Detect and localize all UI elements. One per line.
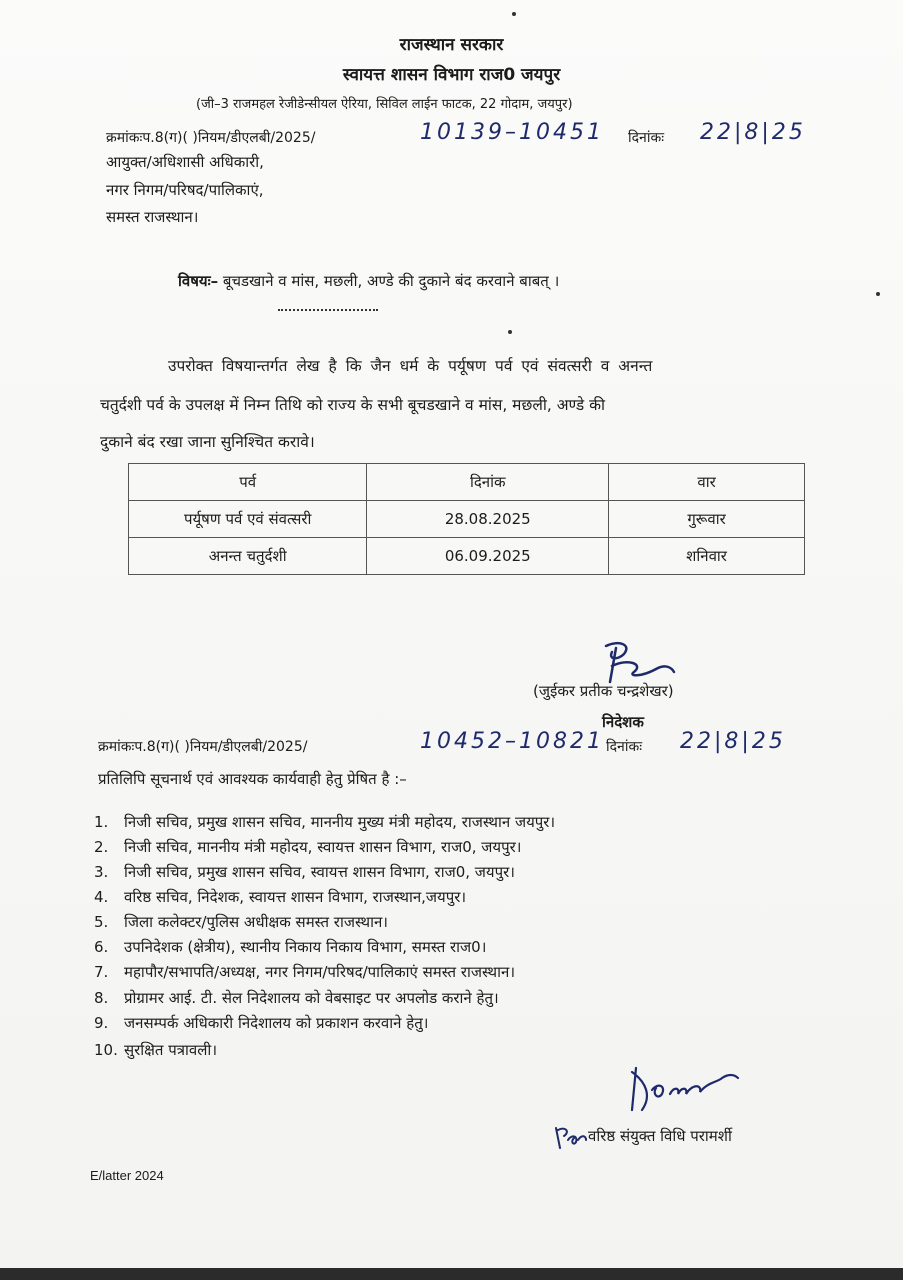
table-header-row bbox=[129, 464, 805, 501]
list-item bbox=[94, 1040, 217, 1060]
list-item-text: प्रोग्रामर आई. टी. सेल निदेशालय को वेबसाइट पर अपलोड कराने हेतु। bbox=[124, 989, 499, 1007]
list-item-text: जिला कलेक्टर/पुलिस अधीक्षक समस्त राजस्थान। bbox=[124, 913, 388, 931]
list-item-text: वरिष्ठ सचिव, निदेशक, स्वायत्त शासन विभाग, राजस्थान,जयपुर। bbox=[124, 888, 467, 906]
table-cell-festival: पर्यूषण पर्व एवं संवत्सरी bbox=[129, 501, 367, 538]
body-line3: दुकाने बंद रखा जाना सुनिश्चित करावे। bbox=[100, 433, 315, 451]
list-item-number: 3. bbox=[94, 863, 109, 881]
list-item-number: 9. bbox=[94, 1014, 109, 1032]
subject-dotted-line bbox=[278, 309, 378, 311]
list-item-number: 1. bbox=[94, 813, 109, 831]
file-reference: E/latter 2024 bbox=[90, 1168, 164, 1183]
addressee-line3: समस्त राजस्थान। bbox=[106, 208, 199, 226]
table-cell-day: शनिवार bbox=[609, 538, 805, 575]
table-header-day: वार bbox=[609, 464, 805, 501]
list-item-number: 6. bbox=[94, 938, 109, 956]
list-item-number: 5. bbox=[94, 913, 109, 931]
table-row bbox=[129, 501, 805, 538]
schedule-table bbox=[128, 463, 805, 575]
govt-title: राजस्थान सरकार bbox=[399, 35, 504, 55]
list-item-text: जनसम्पर्क अधिकारी निदेशालय को प्रकाशन करवाने हेतु। bbox=[124, 1014, 429, 1032]
list-item bbox=[94, 862, 515, 882]
reference-number-handwritten: 10139–10451 bbox=[420, 120, 604, 145]
table-cell-date: 28.08.2025 bbox=[367, 501, 609, 538]
reference-number-prefix: क्रमांकःप.8(ग)( )नियम/डीएलबी/2025/ bbox=[106, 130, 316, 146]
list-item-text: महापौर/सभापति/अध्यक्ष, नगर निगम/परिषद/पालिकाएं समस्त राजस्थान। bbox=[124, 963, 516, 981]
reference2-date-handwritten: 22|8|25 bbox=[680, 729, 786, 754]
legal-advisor-signature bbox=[622, 1060, 742, 1120]
table-cell-day: गुरूवार bbox=[609, 501, 805, 538]
list-item-text: निजी सचिव, प्रमुख शासन सचिव, स्वायत्त शासन विभाग, राज0, जयपुर। bbox=[124, 863, 515, 881]
ink-speck bbox=[508, 330, 512, 334]
list-item bbox=[94, 837, 521, 857]
table-cell-festival: अनन्त चतुर्दशी bbox=[129, 538, 367, 575]
copy-intro: प्रतिलिपि सूचनार्थ एवं आवश्यक कार्यवाही हेतु प्रेषित है :– bbox=[98, 770, 407, 788]
date-label: दिनांकः bbox=[628, 130, 665, 146]
department-title: स्वायत्त शासन विभाग राज0 जयपुर bbox=[342, 65, 561, 85]
ink-speck bbox=[876, 292, 880, 296]
legal-advisor-designation: वरिष्ठ संयुक्त विधि परामर्शी bbox=[588, 1127, 732, 1145]
reference2-number-handwritten: 10452–10821 bbox=[420, 729, 604, 754]
table-row bbox=[129, 538, 805, 575]
reference2-number-prefix: क्रमांकःप.8(ग)( )नियम/डीएलबी/2025/ bbox=[98, 739, 308, 755]
reference2-date-label: दिनांकः bbox=[606, 739, 643, 755]
list-item-text: उपनिदेशक (क्षेत्रीय), स्थानीय निकाय निकाय विभाग, समस्त राज0। bbox=[124, 938, 487, 956]
list-item-number: 8. bbox=[94, 989, 109, 1007]
body-line1: उपरोक्त विषयान्तर्गत लेख है कि जैन धर्म के पर्यूषण पर्व एवं संवत्सरी व अनन्त bbox=[168, 357, 653, 375]
subject-line bbox=[178, 271, 559, 291]
list-item bbox=[94, 937, 486, 957]
subject-text: बूचडखाने व मांस, मछली, अण्डे की दुकाने बंद करवाने बाबत् । bbox=[222, 272, 560, 290]
list-item-number: 10. bbox=[94, 1041, 118, 1059]
body-line2: चतुर्दशी पर्व के उपलक्ष में निम्न तिथि को राज्य के सभी बूचडखाने व मांस, मछली, अण्डे की bbox=[100, 396, 606, 414]
list-item-number: 7. bbox=[94, 963, 109, 981]
director-name: (जुईकर प्रतीक चन्द्रशेखर) bbox=[533, 682, 674, 700]
list-item bbox=[94, 887, 466, 907]
table-header-date: दिनांक bbox=[367, 464, 609, 501]
list-item-text: निजी सचिव, माननीय मंत्री महोदय, स्वायत्त शासन विभाग, राज0, जयपुर। bbox=[124, 838, 522, 856]
list-item-text: निजी सचिव, प्रमुख शासन सचिव, माननीय मुख्य मंत्री महोदय, राजस्थान जयपुर। bbox=[124, 813, 556, 831]
list-item-number: 4. bbox=[94, 888, 109, 906]
department-address: (जी–3 राजमहल रेजीडेन्सीयल ऐरिया, सिविल लाईन फाटक, 22 गोदाम, जयपुर) bbox=[196, 97, 573, 112]
scan-bottom-edge bbox=[0, 1268, 903, 1280]
subject-label: विषयः– bbox=[178, 272, 219, 290]
initial-mark bbox=[552, 1122, 588, 1152]
director-designation: निदेशक bbox=[602, 713, 644, 731]
list-item bbox=[94, 962, 515, 982]
list-item bbox=[94, 812, 555, 832]
table-header-festival: पर्व bbox=[129, 464, 367, 501]
list-item-text: सुरक्षित पत्रावली। bbox=[124, 1041, 217, 1059]
list-item bbox=[94, 912, 388, 932]
date-handwritten: 22|8|25 bbox=[700, 120, 806, 145]
list-item-number: 2. bbox=[94, 838, 109, 856]
list-item bbox=[94, 988, 499, 1008]
list-item bbox=[94, 1013, 428, 1033]
addressee-line2: नगर निगम/परिषद/पालिकाएं, bbox=[106, 181, 264, 199]
addressee-line1: आयुक्त/अधिशासी अधिकारी, bbox=[106, 153, 264, 171]
table-cell-date: 06.09.2025 bbox=[367, 538, 609, 575]
ink-speck bbox=[512, 12, 516, 16]
